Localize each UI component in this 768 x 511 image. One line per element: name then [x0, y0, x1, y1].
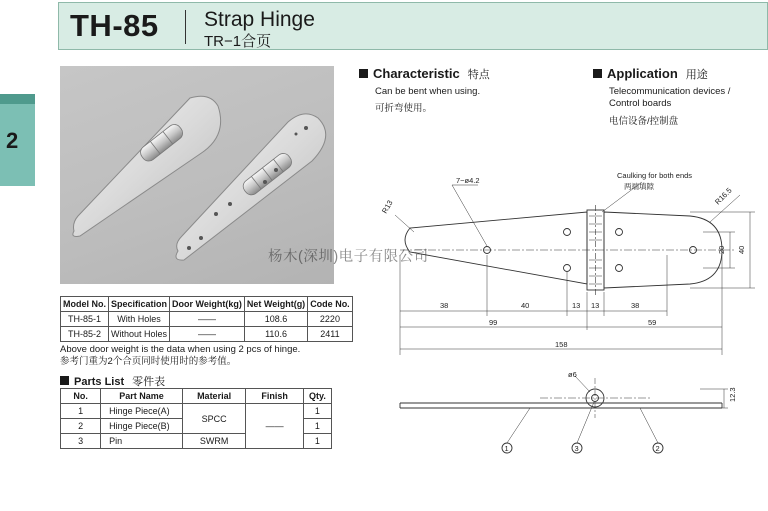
table-header: Material [182, 389, 246, 404]
parts-list-heading [60, 373, 165, 389]
characteristic-text: Can be bent when using. [375, 86, 481, 97]
table-row [61, 312, 353, 327]
dim-40: 40 [737, 245, 746, 254]
characteristic-title: Characteristic [373, 66, 460, 81]
table-header: Code No. [308, 297, 353, 312]
table-cell: 1 [303, 419, 331, 434]
dim-38-left: 38 [440, 301, 449, 310]
hinge-outline [405, 212, 587, 284]
square-bullet-icon [60, 376, 69, 385]
callout-number: 2 [655, 444, 660, 453]
mounting-hole [564, 265, 571, 272]
dim-12-3: 12.3 [728, 387, 737, 402]
caulking-label-cn: 两端填隙 [624, 182, 654, 191]
table-cell: Hinge Piece(B) [101, 419, 183, 434]
parts-list-title: Parts List [74, 376, 125, 388]
dim-40-mid: 40 [521, 301, 530, 310]
table-cell: TH-85-2 [61, 327, 109, 342]
table-cell: 2 [61, 419, 101, 434]
characteristic-title-cn: 特点 [467, 69, 490, 81]
mounting-hole [564, 229, 571, 236]
table-cell: Without Holes [109, 327, 170, 342]
table-header: Part Name [101, 389, 183, 404]
application-title: Application [607, 66, 678, 81]
radius-label-right: R16.5 [713, 185, 734, 207]
parts-list-table [60, 388, 332, 449]
technical-drawing [340, 165, 768, 465]
chapter-tab-stripe [0, 94, 35, 104]
table-cell: With Holes [109, 312, 170, 327]
table-header: Model No. [61, 297, 109, 312]
table-row [61, 404, 332, 419]
application-title-cn: 用途 [685, 69, 708, 81]
table-header: Door Weight(kg) [170, 297, 245, 312]
table-header-row [61, 389, 332, 404]
watermark-text: 杨木(深圳)电子有限公司 [268, 249, 429, 265]
table-cell: 1 [303, 434, 331, 449]
table-cell: SWRM [182, 434, 246, 449]
table-cell: Pin [101, 434, 183, 449]
model-number: TH-85 [70, 8, 159, 43]
callout-number: 3 [574, 444, 579, 453]
application-text-cn: 电信设备/控制盘 [609, 116, 679, 127]
table-cell: —— [246, 404, 303, 449]
dim-158: 158 [555, 340, 568, 349]
dim-13-left: 13 [572, 301, 581, 310]
mounting-hole [616, 229, 623, 236]
dim-20: 20 [717, 245, 726, 254]
specification-table [60, 296, 353, 342]
callout-number: 1 [504, 444, 509, 453]
table-cell: TH-85-1 [61, 312, 109, 327]
chapter-number: 2 [6, 128, 19, 153]
table-cell: 3 [61, 434, 101, 449]
application-heading [593, 66, 708, 82]
table-cell: 2220 [308, 312, 353, 327]
table-header: Qty. [303, 389, 331, 404]
characteristic-text-cn: 可折弯使用。 [375, 103, 433, 114]
product-title: Strap Hinge [204, 8, 315, 31]
table-cell: 1 [303, 404, 331, 419]
dim-13-right: 13 [591, 301, 600, 310]
dim-99: 99 [489, 318, 498, 327]
application-text: Control boards [609, 98, 672, 109]
square-bullet-icon [593, 69, 602, 78]
table-cell: —— [170, 327, 245, 342]
radius-label-left: R13 [379, 198, 395, 215]
table-cell: —— [170, 312, 245, 327]
parts-list-title-cn: 零件表 [132, 376, 166, 388]
table-cell: 108.6 [244, 312, 307, 327]
table-header: Specification [109, 297, 170, 312]
table-row [61, 327, 353, 342]
mounting-hole [616, 265, 623, 272]
table-header: Finish [246, 389, 303, 404]
dim-59: 59 [648, 318, 657, 327]
table-header: No. [61, 389, 101, 404]
characteristic-heading [359, 66, 490, 82]
application-text: Telecommunication devices / [609, 86, 731, 97]
table-cell: 110.6 [244, 327, 307, 342]
door-weight-note-cn: 参考门重为2个合页同时使用时的参考值。 [60, 356, 237, 367]
table-cell: Hinge Piece(A) [101, 404, 183, 419]
square-bullet-icon [359, 69, 368, 78]
table-header: Net Weight(g) [244, 297, 307, 312]
table-cell: 2411 [308, 327, 353, 342]
header-divider [185, 10, 186, 44]
table-cell: SPCC [182, 404, 246, 434]
header-bar [58, 2, 768, 50]
hole-label: 7−ø4.2 [456, 176, 480, 185]
table-header-row [61, 297, 353, 312]
pin-diameter-label: ø6 [568, 370, 577, 379]
product-title-cn: TR−1合页 [204, 33, 272, 50]
door-weight-note: Above door weight is the data when using 2 pcs of hinge. [60, 344, 301, 355]
table-cell: 1 [61, 404, 101, 419]
dim-38-right: 38 [631, 301, 640, 310]
caulking-label: Caulking for both ends [617, 171, 693, 180]
